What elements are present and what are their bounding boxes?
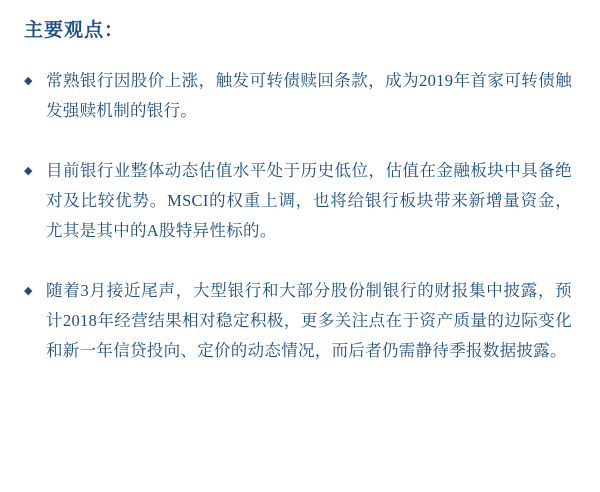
- list-item-text: 常熟银行因股价上涨，触发可转债赎回条款，成为2019年首家可转债触发强赎机制的银行。: [46, 71, 572, 120]
- key-points-list: [22, 66, 578, 366]
- list-item-text: 随着3月接近尾声，大型银行和大部分股份制银行的财报集中披露，预计2018年经营结果相对稳定积极，更多关注点在于资产质量的边际变化和新一年信贷投向、定价的动态情况，而后者仍需静待季报数据披露。: [46, 281, 572, 360]
- list-item: [22, 156, 578, 246]
- diamond-bullet-icon: ◆: [24, 74, 33, 87]
- list-item: [22, 276, 578, 366]
- list-item-text: 目前银行业整体动态估值水平处于历史低位，估值在金融板块中具备绝对及比较优势。MSCI的权重上调，也将给银行板块带来新增量资金，尤其是其中的A股特异性标的。: [46, 161, 572, 240]
- diamond-bullet-icon: ◆: [24, 284, 33, 297]
- page-title: 主要观点：: [24, 20, 125, 41]
- list-item: [22, 66, 578, 126]
- diamond-bullet-icon: ◆: [24, 164, 33, 177]
